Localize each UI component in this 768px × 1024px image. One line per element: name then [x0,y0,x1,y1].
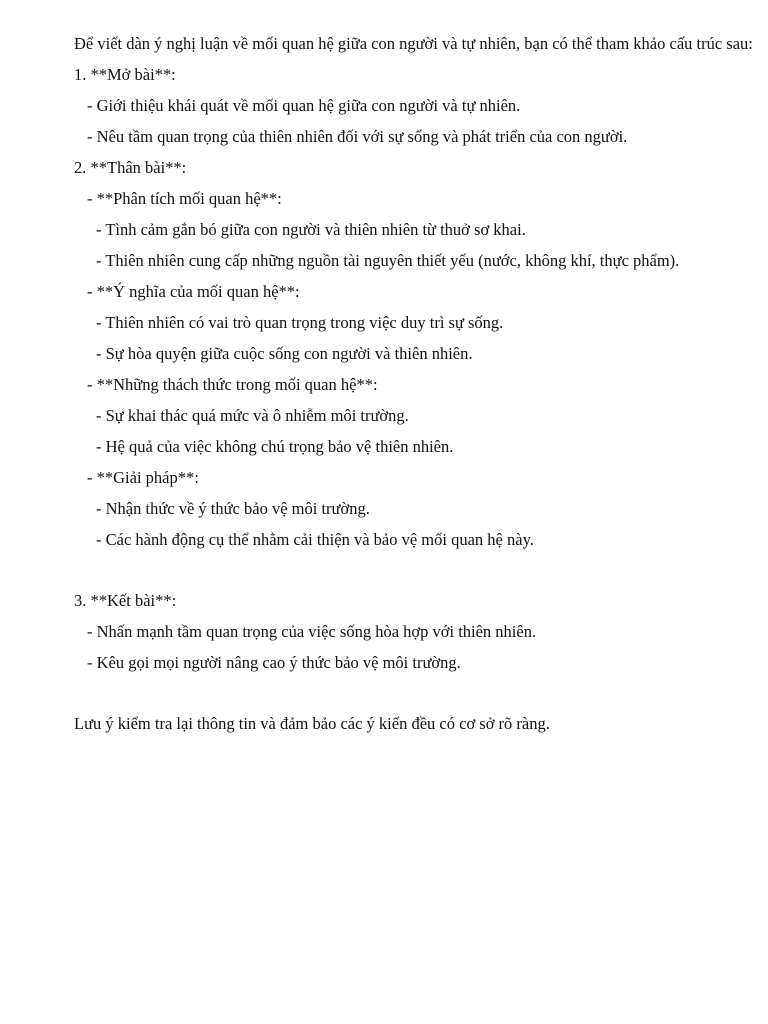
group-title-thach-thuc: - **Những thách thức trong mối quan hệ**: [87,375,378,394]
list-item: - Nhận thức về ý thức bảo vệ môi trường. [96,499,370,518]
document-body [74,34,754,745]
list-item: - Các hành động cụ thể nhằm cải thiện và bảo vệ mối quan hệ này. [96,530,534,549]
spacer [74,561,754,591]
group-title-y-nghia: - **Ý nghĩa của mối quan hệ**: [87,282,300,301]
section-heading-mo-bai: 1. **Mở bài**: [74,65,176,84]
closing-note: Lưu ý kiểm tra lại thông tin và đảm bảo các ý kiến đều có cơ sở rõ ràng. [74,714,550,733]
list-item: - Sự hòa quyện giữa cuộc sống con người và thiên nhiên. [96,344,473,363]
list-item: - Thiên nhiên có vai trò quan trọng trong việc duy trì sự sống. [96,313,504,332]
list-item: - Giới thiệu khái quát về mối quan hệ giữa con người và tự nhiên. [87,96,521,115]
spacer [74,684,754,714]
list-item: - Sự khai thác quá mức và ô nhiễm môi trường. [96,406,409,425]
list-item: - Hệ quả của việc không chú trọng bảo vệ thiên nhiên. [96,437,454,456]
list-item: - Tình cảm gắn bó giữa con người và thiên nhiên từ thuở sơ khai. [96,220,526,239]
section-heading-than-bai: 2. **Thân bài**: [74,158,187,177]
section-heading-ket-bai: 3. **Kết bài**: [74,591,177,610]
intro-paragraph: Để viết dàn ý nghị luận về mối quan hệ giữa con người và tự nhiên, bạn có thể tham khảo cấu trúc sau: [74,34,753,53]
list-item: - Kêu gọi mọi người nâng cao ý thức bảo vệ môi trường. [87,653,461,672]
group-title-phan-tich: - **Phân tích mối quan hệ**: [87,189,282,208]
list-item: - Nhấn mạnh tầm quan trọng của việc sống hòa hợp với thiên nhiên. [87,622,537,641]
list-item: - Nêu tầm quan trọng của thiên nhiên đối với sự sống và phát triển của con người. [87,127,628,146]
group-title-giai-phap: - **Giải pháp**: [87,468,199,487]
list-item: - Thiên nhiên cung cấp những nguồn tài nguyên thiết yếu (nước, không khí, thực phẩm). [96,251,680,270]
